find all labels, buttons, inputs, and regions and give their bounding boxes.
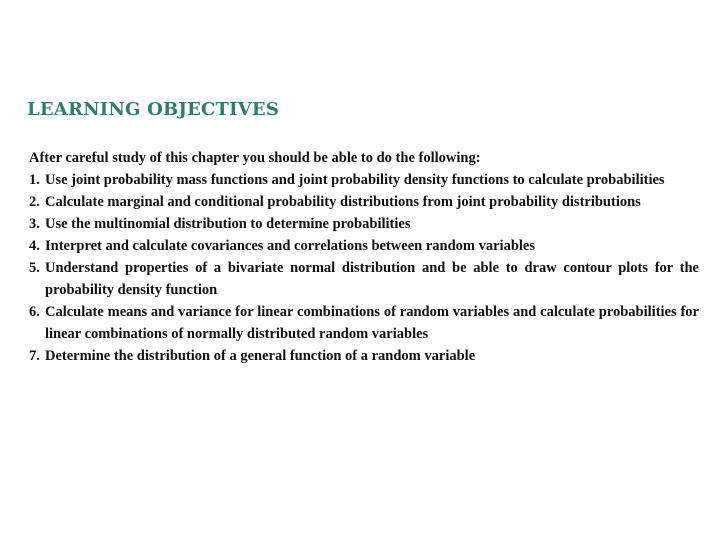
item-number: 4. — [29, 238, 40, 254]
list-item — [29, 257, 699, 301]
item-text: Use the multinomial distribution to determine probabilities — [45, 216, 411, 232]
item-number: 3. — [29, 216, 40, 232]
item-number: 1. — [29, 172, 40, 188]
item-number: 7. — [29, 348, 40, 364]
item-number: 5. — [29, 260, 40, 276]
objectives-block — [29, 147, 699, 367]
item-text: Use joint probability mass functions and joint probability density functions to calculate probabilities — [45, 172, 665, 188]
item-text: Determine the distribution of a general function of a random variable — [45, 348, 476, 364]
list-item — [29, 191, 699, 213]
item-text: Calculate marginal and conditional probability distributions from joint probability distributions — [45, 194, 641, 210]
objectives-list — [29, 169, 699, 367]
list-item — [29, 169, 699, 191]
item-text: Interpret and calculate covariances and correlations between random variables — [45, 238, 535, 254]
section-heading: LEARNING OBJECTIVES — [27, 99, 280, 120]
list-item — [29, 213, 699, 235]
intro-text: After careful study of this chapter you should be able to do the following: — [29, 150, 481, 166]
item-number: 2. — [29, 194, 40, 210]
list-item — [29, 301, 699, 345]
item-text: Calculate means and variance for linear combinations of random variables and calculate probabilities for linear combinations of normally distributed random variables — [45, 304, 699, 342]
item-text: Understand properties of a bivariate normal distribution and be able to draw contour plots for the probability density function — [45, 260, 699, 298]
list-item — [29, 345, 699, 367]
list-item — [29, 235, 699, 257]
item-number: 6. — [29, 304, 40, 320]
